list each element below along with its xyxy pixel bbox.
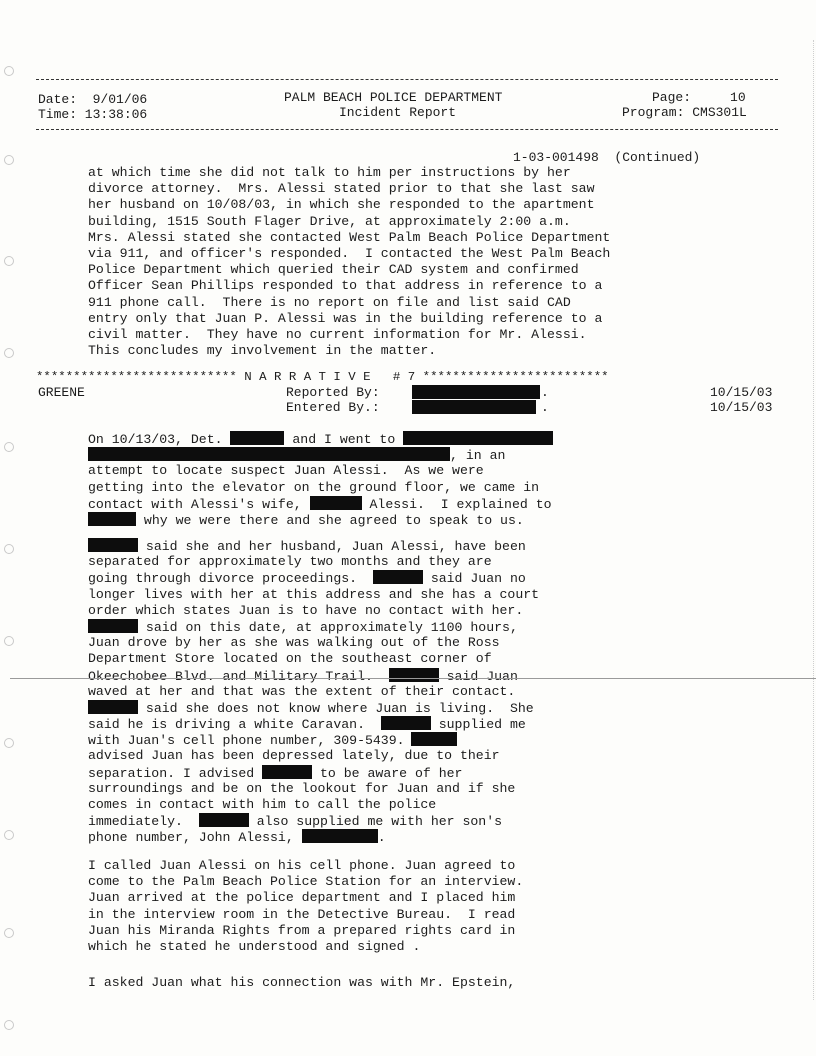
text-seg: said she and her husband, Juan Alessi, have been <box>138 539 526 554</box>
continued-paragraph <box>88 165 610 359</box>
text-line <box>88 431 553 447</box>
text-seg: why we were there and she agreed to speak to us. <box>136 512 524 528</box>
banner-stars-right: ************************* <box>422 370 609 384</box>
narrative-paragraph-1 <box>88 431 553 528</box>
text-seg: Okeechobee Blvd. and Military Trail. <box>88 668 389 684</box>
text-line <box>88 813 539 829</box>
report-date: Date: 9/01/06 <box>38 92 148 107</box>
text-line: Police Department which queried their CAD system and confirmed <box>88 262 579 278</box>
text-line <box>88 716 539 732</box>
redaction-block <box>88 700 138 714</box>
text-line <box>88 512 553 528</box>
text-seg: separation. I advised <box>88 765 263 781</box>
redaction-block <box>389 668 439 682</box>
text-line <box>88 700 539 716</box>
text-line: building, 1515 South Flager Drive, at approximately 2:00 a.m. <box>88 213 571 229</box>
program-code: Program: CMS301L <box>622 105 747 120</box>
text-line: which he stated he understood and signed . <box>88 938 421 954</box>
text-line: getting into the elevator on the ground floor, we came in <box>88 479 540 495</box>
text-seg: said Juan no <box>422 571 526 587</box>
header-rule-bottom <box>36 129 778 130</box>
binder-hole <box>4 256 14 266</box>
punct: . <box>541 385 549 400</box>
narrative-paragraph-3 <box>88 858 523 955</box>
text-seg: immediately. <box>88 814 199 830</box>
text-line: comes in contact with him to call the police <box>88 797 437 812</box>
reported-by-label: Reported By: <box>286 385 380 400</box>
text-line: her husband on 10/08/03, in which she responded to the apartment <box>88 197 595 213</box>
text-line: Department Store located on the southeast corner of <box>88 651 492 667</box>
redaction-block <box>88 512 136 526</box>
binder-hole <box>4 66 14 76</box>
text-line: advised Juan has been depressed lately, due to their <box>88 748 500 764</box>
text-seg: also supplied me with her son's <box>248 814 503 830</box>
text-line <box>88 732 539 748</box>
text-seg: going through divorce proceedings. <box>88 571 373 587</box>
redaction-block <box>302 829 378 843</box>
text-line <box>88 447 553 463</box>
text-line: in the interview room in the Detective Bureau. I read <box>88 906 516 922</box>
text-line: civil matter. They have no current information for Mr. Alessi. <box>88 326 587 342</box>
report-time: Time: 13:38:06 <box>38 107 148 122</box>
text-line: I asked Juan what his connection was with Mr. Epstein, <box>88 975 516 990</box>
text-line: surroundings and be on the lookout for Juan and if she <box>88 780 516 796</box>
entered-by-label: Entered By.: <box>286 400 380 415</box>
binder-hole <box>4 928 14 938</box>
case-number: 1-03-001498 (Continued) <box>513 150 701 165</box>
text-seg: with Juan's cell phone number, 309-5439. <box>88 733 405 749</box>
agency-name: PALM BEACH POLICE DEPARTMENT <box>284 90 503 105</box>
binder-hole <box>4 738 14 748</box>
text-seg: . <box>377 830 386 846</box>
scan-artifact-line <box>10 678 816 679</box>
text-seg: said on this date, at approximately 1100 hours, <box>138 619 518 635</box>
text-line: attempt to locate suspect Juan Alessi. As we were <box>88 463 484 479</box>
text-line <box>88 668 539 684</box>
text-seg: said Juan <box>438 668 518 684</box>
text-line <box>88 829 539 845</box>
text-line: at which time she did not talk to him per instructions by her <box>88 165 571 180</box>
redaction-block <box>310 496 362 510</box>
text-line <box>88 496 553 512</box>
text-line: I called Juan Alessi on his cell phone. Juan agreed to <box>88 858 516 873</box>
binder-hole <box>4 348 14 358</box>
text-line: order which states Juan is to have no contact with her. <box>88 602 524 618</box>
text-line: separated for approximately two months and they are <box>88 554 492 570</box>
text-line: This concludes my involvement in the matter. <box>88 343 437 359</box>
narrative-paragraph-2 <box>88 538 539 846</box>
text-seg: said he is driving a white Caravan. <box>88 717 381 733</box>
text-seg: , in an <box>450 448 506 464</box>
text-line: via 911, and officer's responded. I contacted the West Palm Beach <box>88 245 611 261</box>
redaction-block <box>412 385 540 399</box>
reported-date: 10/15/03 <box>710 385 773 400</box>
redaction-block <box>88 538 138 552</box>
narrative-title: N A R R A T I V E # 7 <box>244 370 416 384</box>
text-line: Mrs. Alessi stated she contacted West Palm Beach Police Department <box>88 229 611 245</box>
redaction-block <box>412 400 536 414</box>
text-line <box>88 538 539 554</box>
text-line: longer lives with her at this address and she has a court <box>88 586 540 602</box>
narrative-author: GREENE <box>38 385 85 400</box>
redaction-block <box>88 619 138 633</box>
binder-hole <box>4 442 14 452</box>
redaction-block <box>88 447 450 461</box>
redaction-block <box>373 570 423 584</box>
redaction-block <box>381 716 431 730</box>
text-seg: On 10/13/03, Det. <box>88 432 231 447</box>
text-line: Juan his Miranda Rights from a prepared rights card in <box>88 922 516 938</box>
text-seg: contact with Alessi's wife, <box>88 496 310 512</box>
text-line: divorce attorney. Mrs. Alessi stated prior to that she last saw <box>88 181 595 197</box>
text-seg: supplied me <box>430 717 526 733</box>
redaction-block <box>411 732 457 746</box>
text-line: entry only that Juan P. Alessi was in the building reference to a <box>88 310 603 326</box>
binder-hole <box>4 155 14 165</box>
scan-edge <box>812 40 814 1000</box>
binder-hole <box>4 830 14 840</box>
text-line: come to the Palm Beach Police Station for an interview. <box>88 874 524 890</box>
text-line <box>88 765 539 781</box>
narrative-paragraph-4 <box>88 975 515 991</box>
entered-date: 10/15/03 <box>710 400 773 415</box>
text-seg: and I went to <box>284 432 404 447</box>
page-number: Page: 10 <box>652 90 746 105</box>
binder-hole <box>4 1020 14 1030</box>
redaction-block <box>403 431 553 445</box>
redaction-block <box>262 765 312 779</box>
text-line: 911 phone call. There is no report on file and list said CAD <box>88 294 571 310</box>
binder-hole <box>4 636 14 646</box>
narrative-banner <box>36 370 609 384</box>
text-seg: Alessi. I explained to <box>361 496 552 512</box>
redaction-block <box>199 813 249 827</box>
text-line: Juan drove by her as she was walking out of the Ross <box>88 635 500 651</box>
binder-hole <box>4 544 14 554</box>
text-seg: said she does not know where Juan is living. She <box>138 700 534 716</box>
text-seg: phone number, John Alessi, <box>88 830 302 846</box>
text-line <box>88 619 539 635</box>
report-type: Incident Report <box>339 105 457 120</box>
text-line: Juan arrived at the police department and I placed him <box>88 890 516 906</box>
punct: . <box>541 400 549 415</box>
banner-stars-left: *************************** <box>36 370 237 384</box>
redaction-block <box>230 431 284 445</box>
text-line <box>88 570 539 586</box>
text-line: Officer Sean Phillips responded to that address in reference to a <box>88 278 603 294</box>
text-line: waved at her and that was the extent of their contact. <box>88 683 516 699</box>
text-seg: to be aware of her <box>312 765 463 781</box>
header-rule-top <box>36 79 778 80</box>
